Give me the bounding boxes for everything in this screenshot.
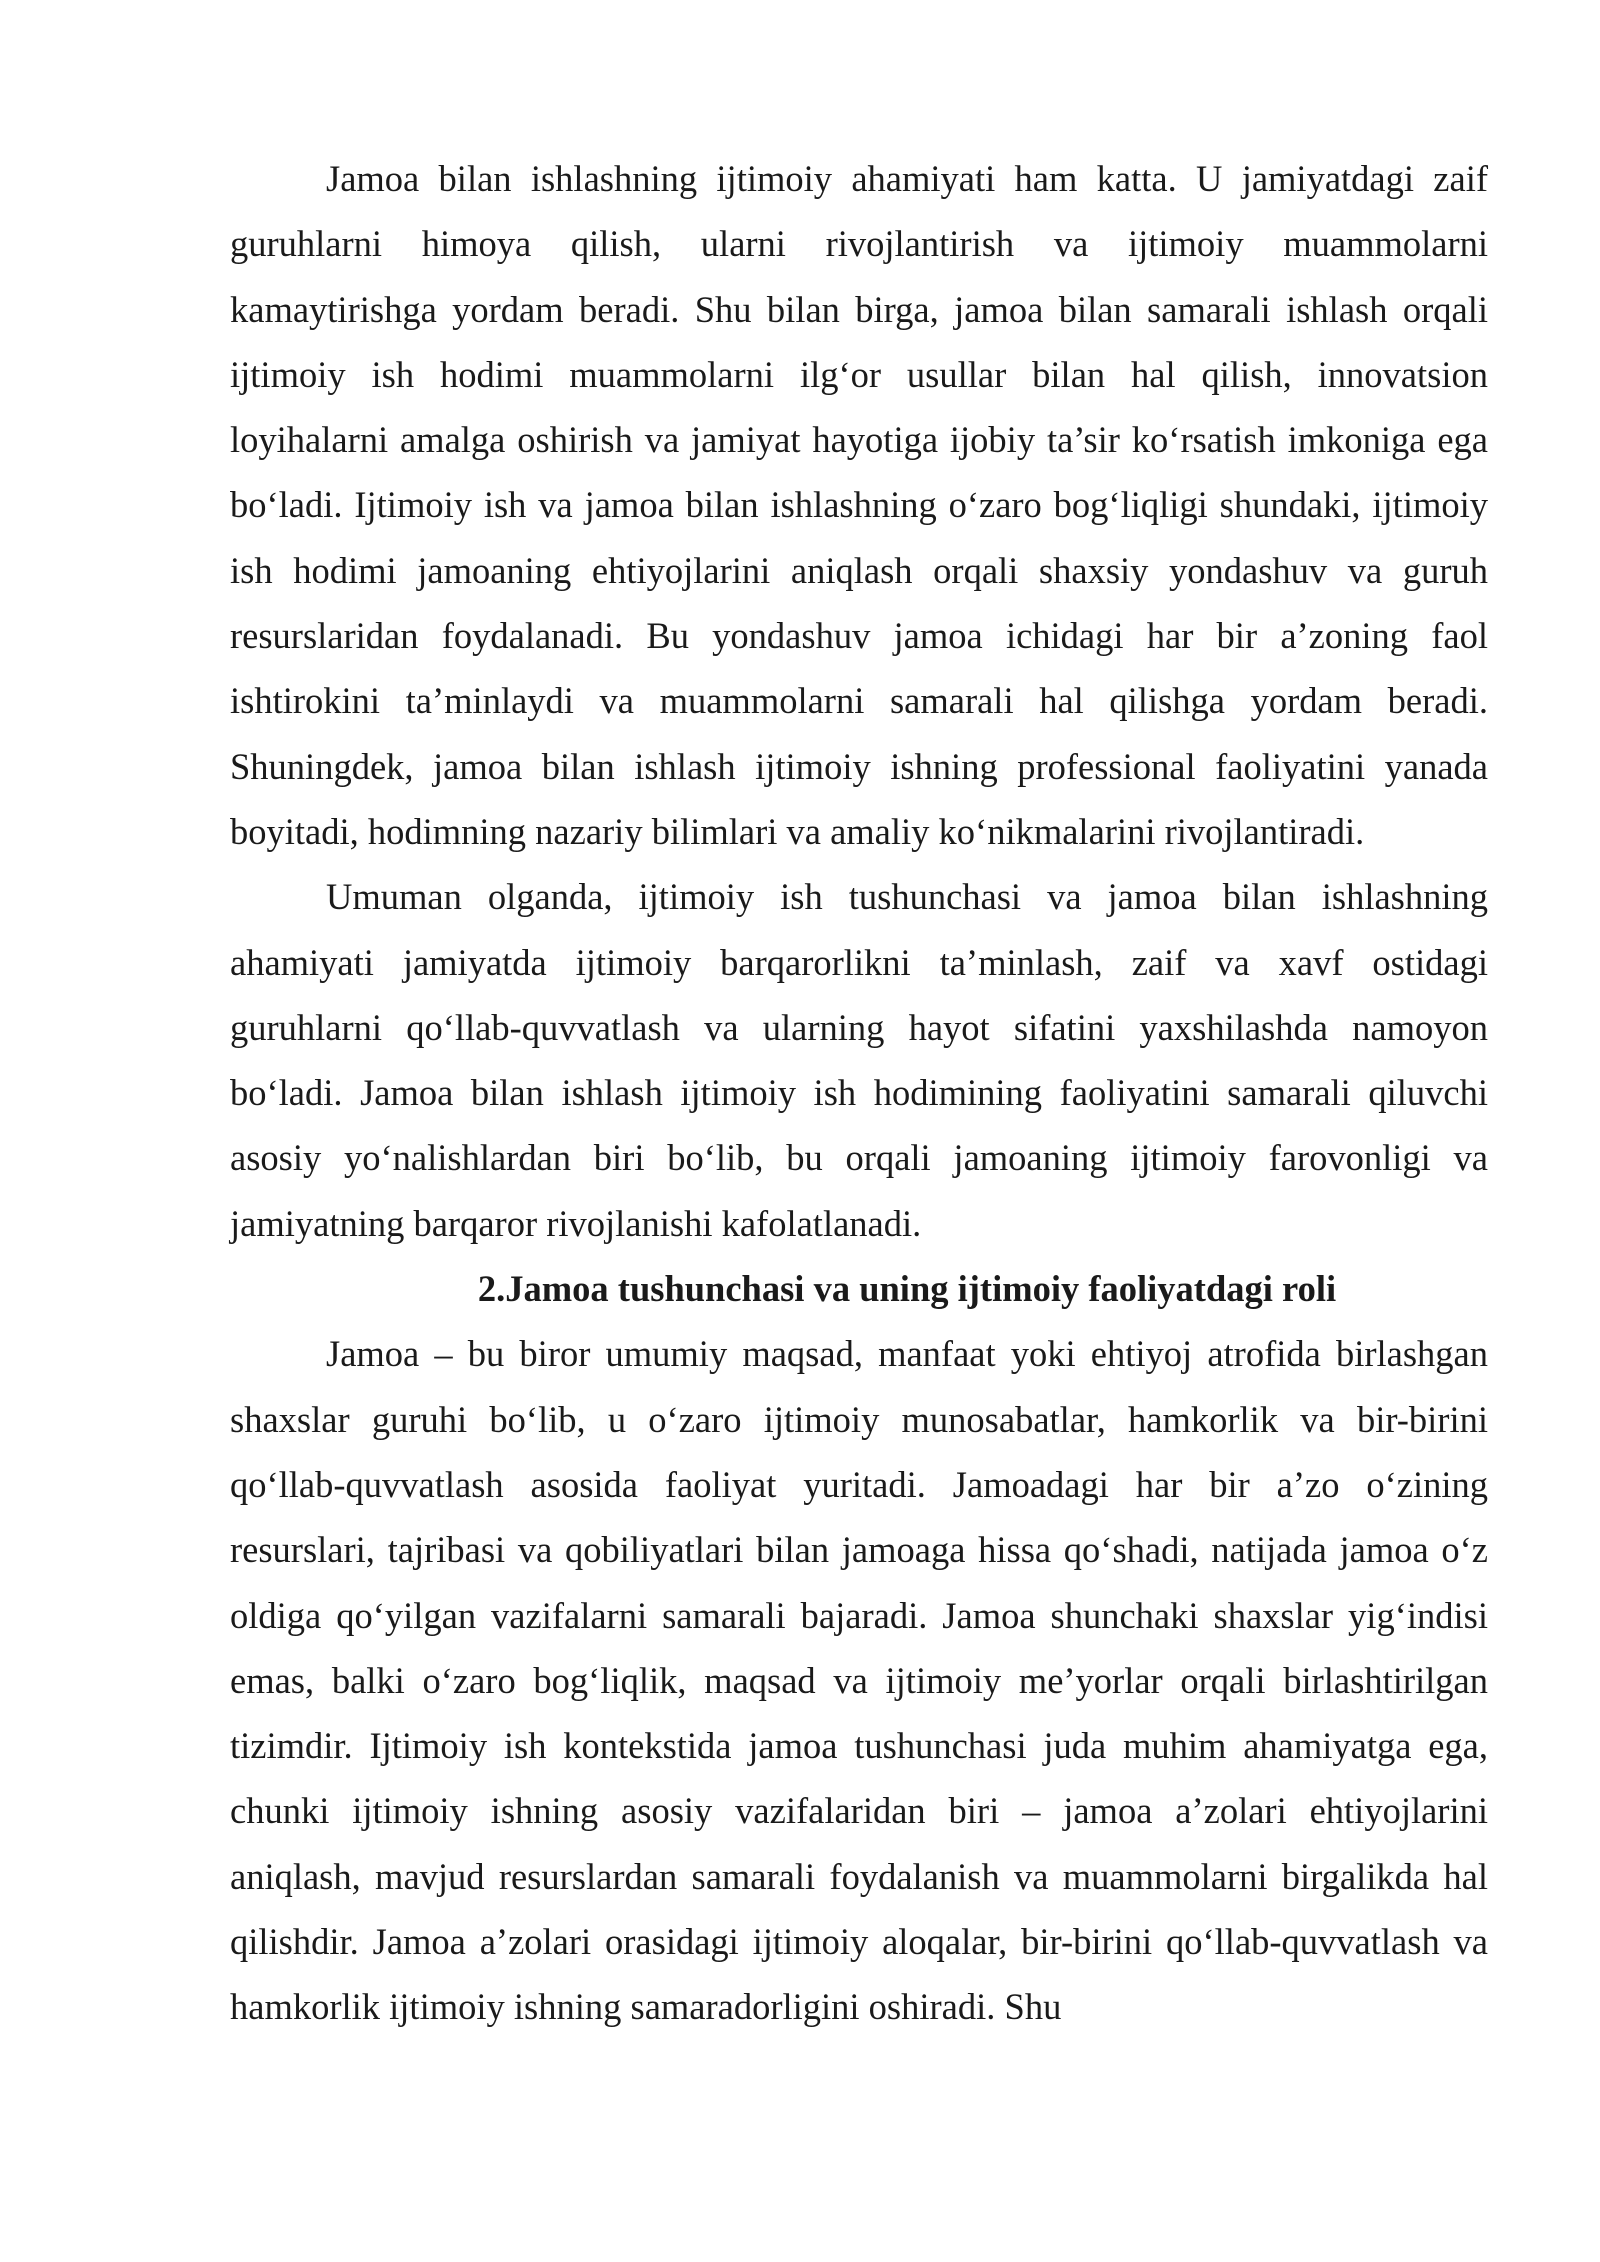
body-paragraph: Jamoa – bu biror umumiy maqsad, manfaat yoki ehtiyoj atrofida birlashgan shaxslar guruhi bo‘lib, u o‘zaro ijtimoiy munosabatlar, hamkorlik va bir-birini qo‘llab-quvvatlash asosida faoliyat yuritadi. Jamoadagi har bir a’zo o‘zining resurslari, tajribasi va qobiliyatlari bilan jamoaga hissa qo‘shadi, natijada jamoa o‘z oldiga qo‘yilgan vazifalarni samarali bajaradi. Jamoa shunchaki shaxslar yig‘indisi emas, balki o‘zaro bog‘liqlik, maqsad va ijtimoiy me’yorlar orqali birlashtirilgan tizimdir. Ijtimoiy ish kontekstida jamoa tushunchasi juda muhim ahamiyatga ega, chunki ijtimoiy ishning asosiy vazifalaridan biri – jamoa a’zolari ehtiyojlarini aniqlash, mavjud resurslardan samarali foydalanish va muammolarni birgalikda hal qilishdir. Jamoa a’zolari orasidagi ijtimoiy aloqalar, bir-birini qo‘llab-quvvatlash va hamkorlik ijtimoiy ishning samaradorligini oshiradi. Shu	[230, 1333, 1488, 2028]
body-paragraph: Umuman olganda, ijtimoiy ish tushunchasi va jamoa bilan ishlashning ahamiyati jamiyatda ijtimoiy barqarorlikni ta’minlash, zaif va xavf ostidagi guruhlarni qo‘llab-quvvatlash va ularning hayot sifatini yaxshilashda namoyon bo‘ladi. Jamoa bilan ishlash ijtimoiy ish hodimining faoliyatini samarali qiluvchi asosiy yo‘nalishlardan biri bo‘lib, bu orqali jamoaning ijtimoiy farovonligi va jamiyatning barqaror rivojlanishi kafolatlanadi.	[230, 876, 1488, 1244]
body-paragraph: Jamoa bilan ishlashning ijtimoiy ahamiyati ham katta. U jamiyatdagi zaif guruhlarni himoya qilish, ularni rivojlantirish va ijtimoiy muammolarni kamaytirishga yordam beradi. Shu bilan birga, jamoa bilan samarali ishlash orqali ijtimoiy ish hodimi muammolarni ilg‘or usullar bilan hal qilish, innovatsion loyihalarni amalga oshirish va jamiyat hayotiga ijobiy ta’sir ko‘rsatish imkoniga ega bo‘ladi. Ijtimoiy ish va jamoa bilan ishlashning o‘zaro bog‘liqligi shundaki, ijtimoiy ish hodimi jamoaning ehtiyojlarini aniqlash orqali shaxsiy yondashuv va guruh resurslaridan foydalanadi. Bu yondashuv jamoa ichidagi har bir a’zoning faol ishtirokini ta’minlaydi va muammolarni samarali hal qilishga yordam beradi. Shuningdek, jamoa bilan ishlash ijtimoiy ishning professional faoliyatini yanada boyitadi, hodimning nazariy bilimlari va amaliy ko‘nikmalarini rivojlantiradi.	[230, 158, 1488, 852]
page-body	[230, 146, 1488, 2040]
section-heading: 2.Jamoa tushunchasi va uning ijtimoiy faoliyatdagi roli	[477, 1268, 1337, 1310]
